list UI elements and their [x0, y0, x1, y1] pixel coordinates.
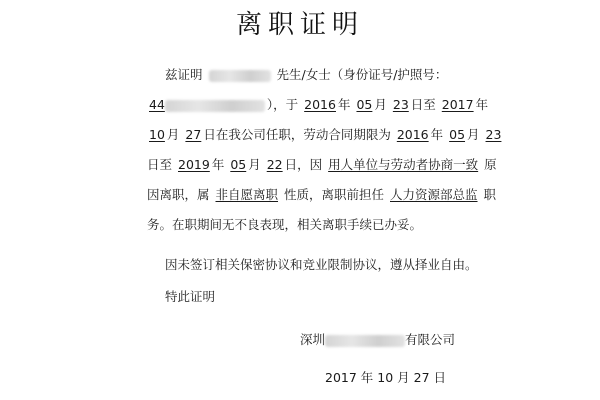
id-prefix: 44	[149, 97, 165, 112]
employment-start-month: 05	[356, 97, 373, 112]
contract-start-month: 05	[449, 127, 466, 142]
text-segment: 先生/女士（身份证号/护照号：	[276, 67, 448, 82]
certificate-line-7	[165, 256, 478, 274]
employee-name-redacted	[207, 67, 273, 82]
contract-end-day: 22	[266, 157, 283, 172]
certificate-line-1	[165, 66, 447, 84]
departure-nature: 非自愿离职	[215, 187, 279, 202]
certificate-line-5	[147, 186, 496, 204]
employment-end-month: 10	[149, 127, 165, 142]
text-segment: 年	[337, 97, 351, 112]
company-prefix: 深圳	[300, 332, 326, 347]
closing-text: 特此证明	[165, 289, 216, 304]
text-segment: 兹证明	[165, 67, 203, 82]
certificate-line-4	[147, 156, 497, 174]
contract-end-year: 2019	[178, 157, 210, 172]
text-segment: 日至	[410, 97, 436, 112]
text-segment: 年	[475, 97, 489, 112]
departure-reason: 用人单位与劳动者协商一致	[328, 157, 479, 172]
company-suffix: 有限公司	[405, 332, 456, 347]
id-number-redacted	[147, 97, 267, 112]
certificate-line-2	[147, 96, 488, 114]
text-segment: 日至	[147, 157, 173, 172]
text-segment: 性质，离职前担任	[284, 187, 385, 202]
text-segment: 年	[430, 127, 444, 142]
company-signature	[300, 330, 455, 348]
contract-start-day: 23	[485, 127, 502, 142]
company-name-redacted	[325, 335, 405, 347]
contract-end-month: 05	[230, 157, 247, 172]
text-segment: 日在我公司任职，劳动合同期限为	[203, 127, 391, 142]
text-segment: 日，因	[284, 157, 323, 172]
contract-start-year: 2016	[396, 127, 429, 142]
text-segment: 务。在职期间无不良表现，相关离职手续已办妥。	[147, 217, 423, 232]
text-segment: 月	[248, 157, 261, 172]
signature-date: 2017 年 10 月 27 日	[325, 370, 446, 385]
text-segment: 月	[166, 127, 180, 142]
text-segment: 年	[211, 157, 225, 172]
text-segment: 因离职，属	[147, 187, 210, 202]
certificate-closing	[165, 288, 215, 306]
employment-start-year: 2016	[304, 97, 336, 112]
page-title: 离职证明	[235, 10, 364, 40]
employment-start-day: 23	[392, 97, 409, 112]
text-segment: 职	[483, 187, 497, 202]
employment-end-year: 2017	[441, 97, 474, 112]
text-segment: 因未签订相关保密协议和竞业限制协议，遵从择业自由。	[165, 257, 478, 272]
employment-end-day: 27	[185, 127, 202, 142]
text-segment: ），于	[266, 97, 299, 112]
text-segment: 月	[467, 127, 480, 142]
text-segment: 月	[374, 97, 387, 112]
text-segment: 原	[484, 157, 497, 172]
certificate-line-6	[147, 216, 422, 234]
certificate-line-3	[147, 126, 503, 144]
former-position: 人力资源部总监	[390, 187, 478, 202]
